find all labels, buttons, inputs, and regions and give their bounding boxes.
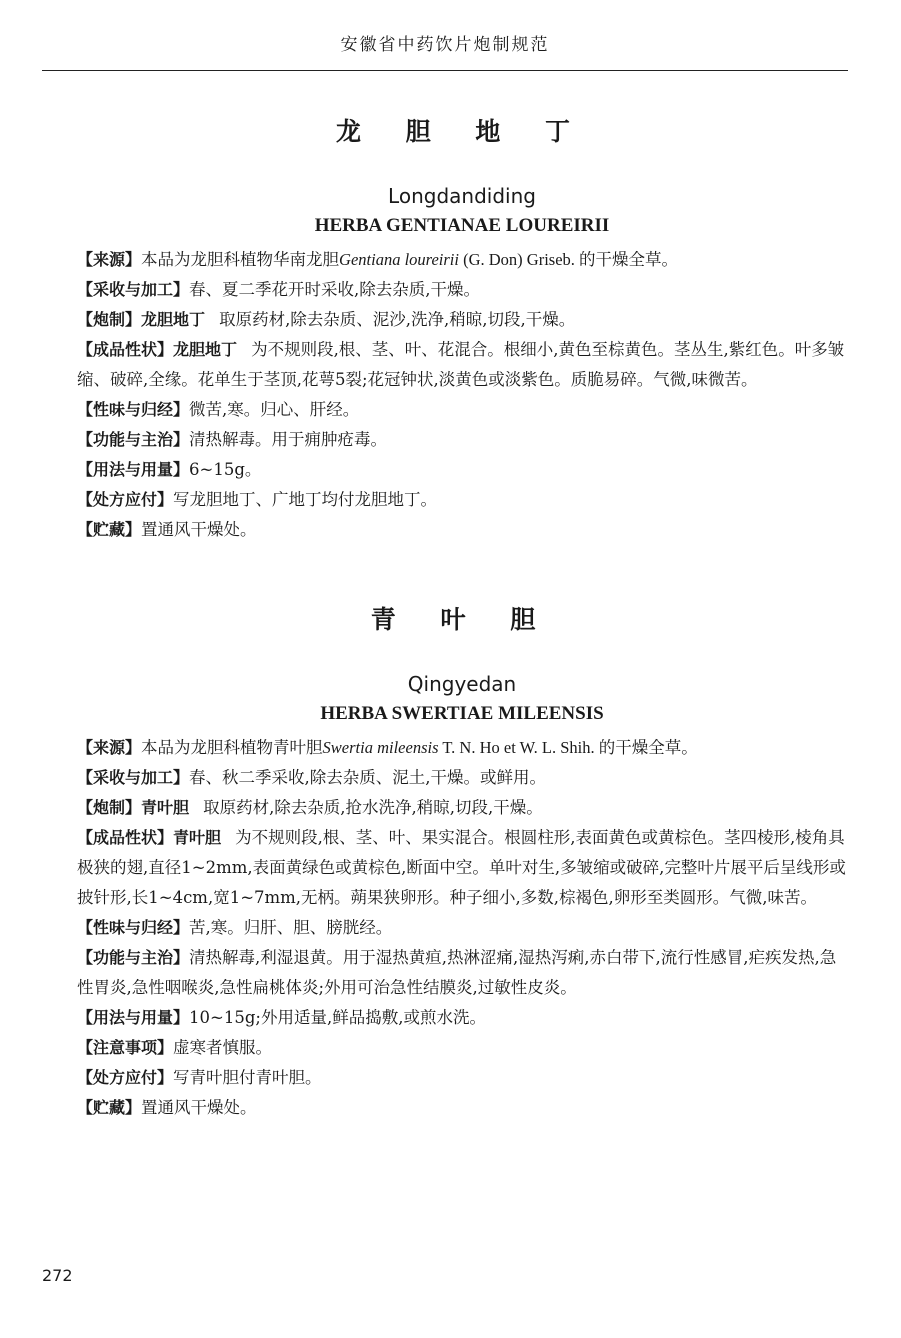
- entry-subname: 龙胆地丁: [173, 340, 238, 359]
- entry-taste-meridian: [77, 395, 847, 425]
- entry-prescription: [77, 485, 847, 515]
- entry-label: 【 贮藏 】: [77, 520, 141, 539]
- entry-dosage: [77, 1003, 847, 1033]
- entry-text: 写青叶胆付青叶胆。: [173, 1068, 322, 1087]
- entry-subname: 青叶胆: [141, 798, 190, 817]
- entry-characteristics: [77, 823, 847, 913]
- entry-label: 【 炮制 】: [77, 798, 141, 817]
- entry-source: [77, 245, 847, 275]
- entry-label: 【 用法与用量 】: [77, 460, 189, 479]
- monograph-qingyedan: [77, 600, 847, 1123]
- entry-text: 的干燥全草。: [579, 250, 679, 269]
- entry-text: 6~15g。: [189, 460, 262, 479]
- entry-label: 【 性味与归经 】: [77, 918, 189, 937]
- entry-caution: [77, 1033, 847, 1063]
- entry-subname: 龙胆地丁: [141, 310, 206, 329]
- monograph-pinyin: Qingyedan: [407, 672, 517, 696]
- monograph-title-cn: 青 叶 胆: [370, 605, 554, 634]
- entry-text: 10~15g;外用适量,鲜品捣敷,或煎水洗。: [189, 1008, 486, 1027]
- entry-text: 清热解毒,利湿退黄。用于湿热黄疸,热淋涩痛,湿热泻痢,赤白带下,流行性感冒,疟疾发热,急性胃炎,急性咽喉炎,急性扁桃体炎;外用可治急性结膜炎,过敏性皮炎。: [77, 948, 837, 997]
- entry-text: 春、夏二季花开时采收,除去杂质,干燥。: [189, 280, 481, 299]
- entry-label: 【 炮制 】: [77, 310, 141, 329]
- running-header: 安徽省中药饮片炮制规范: [340, 35, 550, 55]
- monograph-entries: [77, 733, 847, 1123]
- entry-label: 【 处方应付 】: [77, 1068, 173, 1087]
- entry-dosage: [77, 455, 847, 485]
- entry-text: 置通风干燥处。: [141, 1098, 257, 1117]
- entry-text: 本品为龙胆科植物青叶胆: [141, 738, 323, 757]
- entry-source: [77, 733, 847, 763]
- author-citation: T. N. Ho et W. L. Shih.: [438, 738, 599, 757]
- entry-harvest: [77, 763, 847, 793]
- monograph-entries: [77, 245, 847, 545]
- entry-text: 取原药材,除去杂质,抢水洗净,稍晾,切段,干燥。: [203, 798, 543, 817]
- entry-text: 虚寒者慎服。: [173, 1038, 273, 1057]
- entry-text: 为不规则段,根、茎、叶、花混合。根细小,黄色至棕黄色。茎丛生,紫红色。叶多皱缩、破碎,全缘。花单生于茎顶,花萼5裂;花冠钟状,淡黄色或淡紫色。质脆易碎。气微,味微苦。: [77, 340, 845, 389]
- entry-label: 【 功能与主治 】: [77, 430, 189, 449]
- scientific-name: Gentiana loureirii: [339, 250, 459, 269]
- entry-storage: [77, 1093, 847, 1123]
- author-citation: (G. Don) Griseb.: [458, 250, 580, 269]
- entry-label: 【 采收与加工 】: [77, 768, 189, 787]
- entry-text: 的干燥全草。: [598, 738, 698, 757]
- scientific-name: Swertia mileensis: [322, 738, 439, 757]
- entry-text: 取原药材,除去杂质、泥沙,洗净,稍晾,切段,干燥。: [219, 310, 576, 329]
- monograph-title-cn: 龙 胆 地 丁: [335, 117, 589, 146]
- entry-characteristics: [77, 335, 847, 395]
- monograph-pinyin: Longdandiding: [388, 184, 536, 208]
- entry-label: 【 用法与用量 】: [77, 1008, 189, 1027]
- entry-label: 【 成品性状 】: [77, 340, 173, 359]
- entry-text: 清热解毒。用于痈肿疮毒。: [189, 430, 388, 449]
- entry-prescription: [77, 1063, 847, 1093]
- entry-label: 【 来源 】: [77, 738, 141, 757]
- entry-text: 本品为龙胆科植物华南龙胆: [141, 250, 340, 269]
- entry-harvest: [77, 275, 847, 305]
- entry-label: 【 性味与归经 】: [77, 400, 189, 419]
- entry-text: 苦,寒。归肝、胆、膀胱经。: [189, 918, 393, 937]
- header-rule: [42, 70, 848, 71]
- monograph-latin-name: HERBA SWERTIAE MILEENSIS: [320, 703, 604, 724]
- entry-label: 【 贮藏 】: [77, 1098, 141, 1117]
- entry-label: 【 处方应付 】: [77, 490, 173, 509]
- entry-text: 置通风干燥处。: [141, 520, 257, 539]
- entry-label: 【 注意事项 】: [77, 1038, 173, 1057]
- entry-text: 微苦,寒。归心、肝经。: [189, 400, 360, 419]
- entry-function: [77, 943, 847, 1003]
- entry-processing: [77, 793, 847, 823]
- entry-label: 【 功能与主治 】: [77, 948, 189, 967]
- entry-label: 【 成品性状 】: [77, 828, 173, 847]
- entry-label: 【 采收与加工 】: [77, 280, 189, 299]
- entry-text: 春、秋二季采收,除去杂质、泥土,干燥。或鲜用。: [189, 768, 547, 787]
- monograph-longdandiding: [77, 112, 847, 545]
- entry-subname: 青叶胆: [173, 828, 222, 847]
- entry-processing: [77, 305, 847, 335]
- entry-label: 【 来源 】: [77, 250, 141, 269]
- entry-text: 为不规则段,根、茎、叶、果实混合。根圆柱形,表面黄色或黄棕色。茎四棱形,棱角具极狭的翅,直径1~2mm,表面黄绿色或黄棕色,断面中空。单叶对生,多皱缩或破碎,完整叶片展平后呈线形或披针形,长1~4cm,宽1~7mm,无柄。蒴果狭卵形。种子细小,多数,棕褐色,卵形至类圆形。气微,味苦。: [77, 828, 846, 907]
- monograph-latin-name: HERBA GENTIANAE LOUREIRII: [314, 215, 610, 236]
- page-number: 272: [42, 1266, 73, 1285]
- entry-function: [77, 425, 847, 455]
- entry-text: 写龙胆地丁、广地丁均付龙胆地丁。: [173, 490, 438, 509]
- entry-storage: [77, 515, 847, 545]
- entry-taste-meridian: [77, 913, 847, 943]
